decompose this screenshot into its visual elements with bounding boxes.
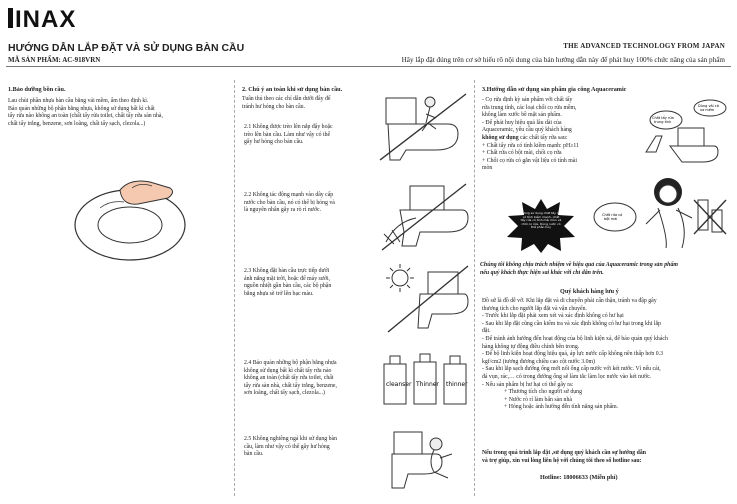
maintenance-line: Bảo quản những bộ phận bằng nhựa, không sử dụng bất kì chất <box>8 105 155 112</box>
wiping-seat-illustration <box>60 160 190 270</box>
warning-burst <box>506 198 576 254</box>
bubble-text-bottom: Chất rửa có bột mài <box>602 213 623 221</box>
safety-item-line: 2.3 Không đặt bàn cầu trực tiếp dưới <box>244 268 330 274</box>
care-line: hàng không tự động điều chỉnh bên trong. <box>482 343 580 350</box>
cleaning-illustration <box>640 92 730 164</box>
aquaceramic-line: Aquaceramic, yêu cầu quý khách hàng <box>482 127 572 134</box>
safety-item-line: không an toàn (chất tẩy rửa toilet, chất <box>244 375 334 382</box>
care-line: + Nước rò rỉ làm bẩn sàn nhà <box>504 396 572 403</box>
safety-item-line: nguồn nhiệt gần bàn cầu, các bộ phận <box>244 283 332 290</box>
column-divider <box>474 80 475 496</box>
subtitle: Hãy lắp đặt đúng trên cơ sở hiểu rõ nội dung của bản hướng dẫn này để phát huy 100% chức năng của sản phẩm <box>401 56 725 64</box>
hotline-line: và trợ giúp, xin vui lòng liên hệ với chúng tôi theo số hotline sau: <box>482 457 642 464</box>
safety-item-line: tẩy rửa sàn nhà, chất tẩy trắng, benzene, <box>244 382 337 389</box>
safety-item-line: 2.4 Bảo quản những bộ phận bằng nhựa <box>244 360 337 366</box>
disclaimer-line: nếu quý khách thực hiện sai khác với chỉ dẫn trên. <box>480 269 604 276</box>
aquaceramic-line: - Để phát huy hiệu quả lâu dài của <box>482 119 562 126</box>
aquaceramic-line: không làm xước bề mặt sản phẩm. <box>482 112 562 119</box>
bubble-text-right: Dùng vải có xơ mềm <box>698 104 719 112</box>
aquaceramic-bullet: + Chổi cọ rửa có gắn vật liệu có tính mài <box>482 157 577 164</box>
safety-item-line: gây hư hỏng cho bàn cầu. <box>244 139 304 146</box>
maintenance-line: chất tẩy trắng, benzene, sơn loãng, chất tẩy sạch, clezola...) <box>8 120 146 127</box>
care-line: Đồ sứ là đồ dễ vỡ. Khi lắp đặt và di chuyển phải cẩn thận, tránh va đập gây <box>482 298 657 304</box>
safety-item-line: bàn cầu. <box>244 451 264 458</box>
safety-item-line: 2.1 Không được trèo lên nắp đậy hoặc <box>244 124 333 130</box>
safety-item-line: ánh nắng mặt trời, hoặc để máy sưởi, <box>244 275 331 282</box>
disclaimer-line: Chúng tôi không chịu trách nhiệm về hiệu quả của Aquaceramic trong sản phẩm <box>480 262 678 268</box>
page-title: HƯỚNG DẪN LẮP ĐẶT VÀ SỬ DỤNG BÀN CẦU <box>8 42 245 54</box>
safety-section <box>242 86 382 111</box>
safety-item-line: không sử dụng bất kì chất tẩy rửa nào <box>244 367 332 374</box>
care-line: - Sau khi lắp đặt cũng cần kiểm tra và xác định không có hư hại trong khi lắp <box>482 320 661 327</box>
aquaceramic-bullet: mòn <box>482 165 493 172</box>
safety-item-5 <box>244 436 374 459</box>
chemical-bottles-illustration <box>380 348 472 408</box>
care-line: - Trước khi lắp đặt phải xem xét và xác định không có hư hại <box>482 313 624 320</box>
maintenance-section <box>8 86 230 128</box>
care-notes <box>482 298 730 412</box>
safety-item-line: 2.2 Không tác động mạnh vào dây cấp <box>244 192 334 198</box>
safety-item-1 <box>244 124 374 147</box>
safety-intro-line: tránh hư hỏng cho bàn cầu. <box>242 103 306 110</box>
hotline-number[interactable]: Hotline: 18006633 (Miễn phí) <box>540 474 618 481</box>
header-divider <box>6 66 731 67</box>
sunlight-illustration <box>384 262 470 334</box>
no-climbing-illustration <box>378 92 470 164</box>
care-line: thương tích cho người lắp đặt và vận chuyển. <box>482 305 587 312</box>
water-supply-illustration <box>380 182 470 252</box>
burst-text: Không sử dụng chất tẩy rửa có tính kiềm mạnh, chất tẩy rửa có tính mài mòn và chổi cọ rửa. Dùng nước có thể phân hủy <box>520 212 562 230</box>
brand-logo: INAX <box>8 6 76 34</box>
tagline: THE ADVANCED TECHNOLOGY FROM JAPAN <box>563 42 725 50</box>
aquaceramic-heading: 3.Hướng dẫn sử dụng sản phẩm gia công Aquaceramic <box>482 86 627 93</box>
care-line: - Để bộ linh kiện hoạt động hiệu quả, áp lực nước cấp không nên thấp hơn 0.3 <box>482 351 663 358</box>
safety-item-line: nước cho bàn cầu, nó có thể bị hỏng và <box>244 199 335 206</box>
care-line: đặt. <box>482 328 491 335</box>
aquaceramic-line: rửa trung tính, các loại chổi cọ rửa mềm, <box>482 104 577 111</box>
bottle-label: Thinner <box>416 381 439 388</box>
safety-item-3 <box>244 268 374 298</box>
aquaceramic-line: - Cọ rửa định kỳ sản phẩm với chất tẩy <box>482 97 573 103</box>
maintenance-heading: 1.Bảo dưỡng bồn cầu. <box>8 86 66 93</box>
safety-heading: 2. Chú ý an toàn khi sử dụng bàn cầu. <box>242 86 343 93</box>
care-line: đá vụn, rác,… có trong đường ống sẽ làm tắc làm lọc nước vào két nước. <box>482 373 652 380</box>
care-line: kgf/cm2 (tương đương chiều cao cột nước 3.0m) <box>482 358 595 365</box>
emphasis-text: không sử dụng <box>482 134 519 141</box>
leaning-illustration <box>384 424 466 494</box>
aquaceramic-bullet: + Chất rửa có bột mài, chổi cọ rửa <box>482 150 562 157</box>
safety-item-line: trèo lên bàn cầu. Làm như vậy có thể <box>244 131 331 138</box>
aquaceramic-section <box>482 86 642 173</box>
care-line: + Thương tích cho người sử dụng <box>504 389 582 396</box>
column-divider <box>234 80 235 496</box>
model-number: MÃ SẢN PHẨM: AC-918VRN <box>8 56 101 64</box>
care-line: + Hỏng hoặc ảnh hưởng đến tính năng sản phẩm. <box>504 404 619 411</box>
distressed-person-illustration <box>638 170 728 250</box>
disclaimer <box>480 262 730 277</box>
care-line: - Nếu sản phẩm bị hư hại có thể gây ra: <box>482 381 574 388</box>
safety-item-line: bằng nhựa sẽ trở lên bạc màu. <box>244 290 314 297</box>
safety-intro-line: Tuân thủ theo các chỉ dẫn dưới đây để <box>242 96 331 102</box>
safety-item-line: sơn loãng, chất tẩy sạch, clezola...) <box>244 390 325 397</box>
bottle-label: cleanser <box>386 381 412 388</box>
safety-item-4 <box>244 360 374 398</box>
safety-item-2 <box>244 192 374 215</box>
care-title: Quý khách hàng lưu ý <box>560 288 619 295</box>
maintenance-line: tẩy rửa nào không an toàn (chất tẩy rửa toilet, chất tẩy rửa sàn nhà, <box>8 113 163 120</box>
safety-item-line: cầu, làm như vậy có thể gây hư hỏng <box>244 443 330 450</box>
aquaceramic-bullet: + Chất tẩy rửa có tính kiềm mạnh: pH≥11 <box>482 142 579 149</box>
abrasive-bubble <box>592 200 638 234</box>
safety-item-line: 2.5 Không nghiêng ngả khi sử dụng bàn <box>244 436 337 442</box>
bottle-label: thinner <box>446 381 468 388</box>
aquaceramic-line <box>482 135 642 143</box>
hotline-line: Nếu trong quá trình lắp đặt ,sử dụng quý khách cần sự hướng dẫn <box>482 450 646 456</box>
maintenance-line: Lau chùi phần nhựa bàn cầu bằng vải mềm, ẩm theo định kì. <box>8 98 149 104</box>
care-line: - Để tránh ảnh hưởng đến hoạt động của bộ linh kiện xả, để bảo quản quý khách <box>482 335 668 342</box>
hotline-notice <box>482 450 730 465</box>
emphasis-suffix: các chất tẩy rửa sau: <box>518 134 568 141</box>
care-line: - Sau khi lắp sạch đường ống mới nối ống cấp nước với két nước. Vì nếu cát, <box>482 366 661 373</box>
bubble-text-left: Chất tẩy rửa trung tính <box>652 116 674 124</box>
safety-item-line: là nguyên nhân gây ra rò rỉ nước. <box>244 207 322 214</box>
